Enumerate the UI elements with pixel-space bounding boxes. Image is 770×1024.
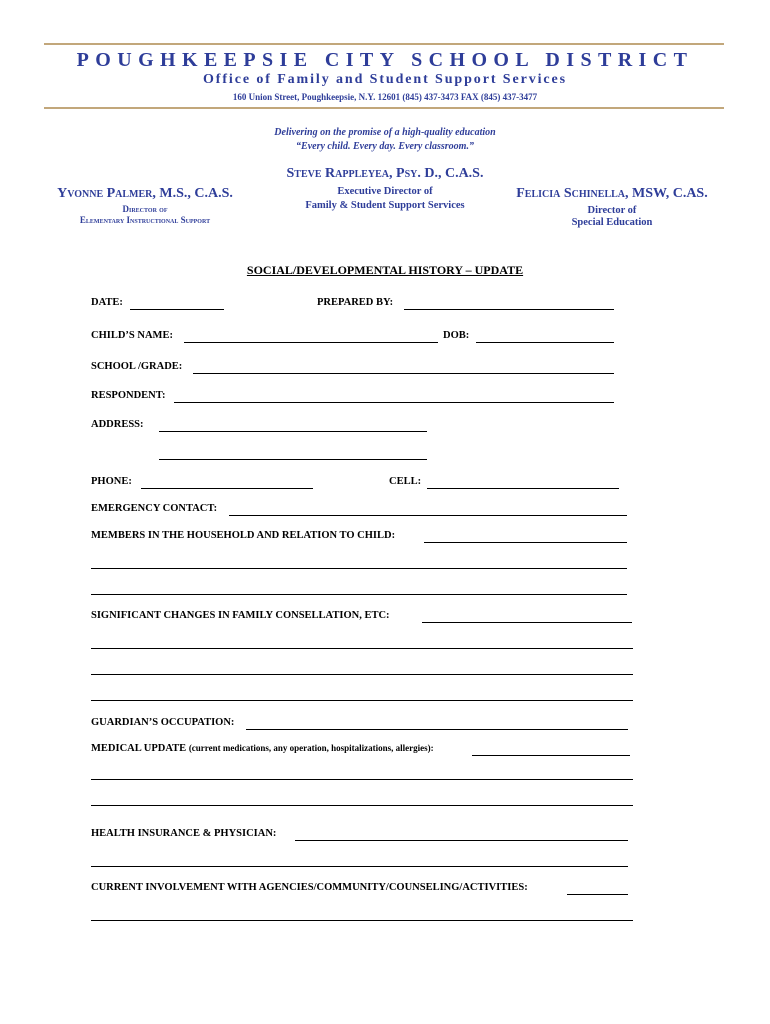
- cell-label: CELL:: [389, 476, 422, 487]
- school-grade-label: SCHOOL /GRADE:: [91, 361, 183, 372]
- address-field-line-1[interactable]: [159, 431, 427, 432]
- medical-update-field[interactable]: [472, 755, 630, 756]
- date-label: DATE:: [91, 297, 123, 308]
- respondent-field[interactable]: [174, 402, 614, 403]
- prepared-by-field[interactable]: [404, 309, 614, 310]
- date-field[interactable]: [130, 309, 224, 310]
- current-involvement-label: CURRENT INVOLVEMENT WITH AGENCIES/COMMUNITY/COUNSELING/ACTIVITIES:: [91, 882, 528, 893]
- emergency-contact-label: EMERGENCY CONTACT:: [91, 503, 218, 514]
- motto-line-2: “Every child. Every day. Every classroom.”: [296, 141, 474, 152]
- household-line-2[interactable]: [91, 568, 627, 569]
- right-official-title-2: Special Education: [571, 217, 653, 228]
- emergency-contact-field[interactable]: [229, 515, 627, 516]
- medical-update-line-2[interactable]: [91, 779, 633, 780]
- prepared-by-label: PREPARED BY:: [317, 297, 394, 308]
- health-insurance-field[interactable]: [295, 840, 628, 841]
- address-field-line-2[interactable]: [159, 459, 427, 460]
- significant-changes-line-3[interactable]: [91, 674, 633, 675]
- right-official-name: Felicia Schinella, MSW, C.AS.: [516, 186, 708, 201]
- significant-changes-field[interactable]: [422, 622, 632, 623]
- left-official-name: Yvonne Palmer, M.S., C.A.S.: [57, 186, 233, 201]
- medical-update-title: MEDICAL UPDATE: [91, 743, 187, 754]
- office-address: 160 Union Street, Poughkeepsie, N.Y. 12601 (845) 437-3473 FAX (845) 437-3477: [232, 92, 538, 102]
- center-official-name: Steve Rappleyea, Psy. D., C.A.S.: [286, 166, 484, 181]
- childs-name-label: CHILD’S NAME:: [91, 330, 173, 341]
- household-label: MEMBERS IN THE HOUSEHOLD AND RELATION TO CHILD:: [91, 530, 396, 541]
- header-bottom-rule: [44, 107, 724, 109]
- office-name: Office of Family and Student Support Services: [203, 72, 567, 87]
- medical-update-note: (current medications, any operation, hospitalizations, allergies):: [188, 743, 434, 753]
- header-top-rule: [44, 43, 724, 45]
- childs-name-field[interactable]: [184, 342, 438, 343]
- medical-update-label: [91, 743, 434, 754]
- cell-field[interactable]: [427, 488, 619, 489]
- health-insurance-label: HEALTH INSURANCE & PHYSICIAN:: [91, 828, 277, 839]
- household-line-3[interactable]: [91, 594, 627, 595]
- phone-field[interactable]: [141, 488, 313, 489]
- current-involvement-field[interactable]: [567, 894, 628, 895]
- guardian-occupation-field[interactable]: [246, 729, 628, 730]
- significant-changes-line-2[interactable]: [91, 648, 633, 649]
- significant-changes-label: SIGNIFICANT CHANGES IN FAMILY CONSELLATION, ETC:: [91, 610, 390, 621]
- medical-update-line-3[interactable]: [91, 805, 633, 806]
- right-official-title-1: Director of: [587, 205, 637, 216]
- school-grade-field[interactable]: [193, 373, 614, 374]
- significant-changes-line-4[interactable]: [91, 700, 633, 701]
- motto-line-1: Delivering on the promise of a high-quality education: [274, 127, 496, 138]
- dob-field[interactable]: [476, 342, 614, 343]
- center-official-title-1: Executive Director of: [337, 186, 433, 197]
- phone-label: PHONE:: [91, 476, 132, 487]
- dob-label: DOB:: [443, 330, 470, 341]
- district-name: POUGHKEEPSIE CITY SCHOOL DISTRICT: [76, 49, 694, 71]
- left-official-title-1: Director of: [122, 204, 168, 214]
- health-insurance-line-2[interactable]: [91, 866, 628, 867]
- household-field[interactable]: [424, 542, 627, 543]
- guardian-occupation-label: GUARDIAN’S OCCUPATION:: [91, 717, 235, 728]
- current-involvement-line-2[interactable]: [91, 920, 633, 921]
- left-official-title-2: Elementary Instructional Support: [79, 215, 211, 225]
- center-official-title-2: Family & Student Support Services: [305, 200, 465, 211]
- address-label: ADDRESS:: [91, 419, 144, 430]
- form-title: SOCIAL/DEVELOPMENTAL HISTORY – UPDATE: [246, 263, 524, 277]
- respondent-label: RESPONDENT:: [91, 390, 166, 401]
